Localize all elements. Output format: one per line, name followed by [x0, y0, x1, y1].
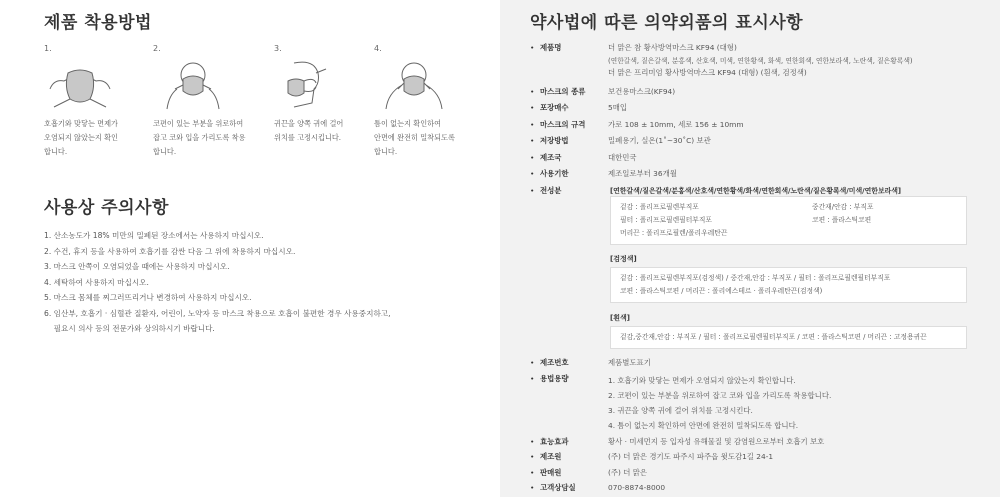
- info-value: 5매입: [608, 103, 627, 112]
- info-row: [530, 102, 970, 115]
- info-label: 제조국: [540, 152, 562, 162]
- product-colors: (연한갈색, 짙은갈색, 분홍색, 산호색, 미색, 연한황색, 화색, 연한회색, 연한보라색, 노란색, 짙은황록색): [608, 56, 913, 65]
- material-line: 코편 : 플라스틱코편 / 머리끈 : 폴리에스테르 · 폴리우레탄끈(검정색): [620, 287, 823, 295]
- product-name-2: 더 맑은 프리미엄 황사방역마스크 KF94 (대형) (흰색, 검정색): [608, 68, 807, 77]
- material-line: 겉감 : 폴리프로필렌부직포: [620, 203, 699, 211]
- info-row: [530, 168, 970, 181]
- info-value: 가로 108 ± 10mm, 세로 156 ± 10mm: [608, 119, 744, 129]
- info-value: (주) 더 맑은 경기도 파주시 파주읍 윗도감1길 24-1: [608, 452, 774, 461]
- bullet: •: [530, 467, 535, 477]
- info-row: [530, 357, 970, 370]
- material-line: 필터 : 폴리프로필렌필터부직포: [620, 216, 712, 224]
- info-value: (주) 더 맑은: [608, 467, 648, 477]
- caution-item: 6. 임산부, 호흡기 · 심혈관 질환자, 어린이, 노약자 등 마스크 착용으로 호흡이 불편한 경우 사용중지하고,: [44, 308, 391, 318]
- materials-colored: [610, 196, 967, 245]
- ear-loop-illustration: [274, 59, 334, 111]
- product-name-1: 더 맑은 참 황사방역마스크 KF94 (대형): [608, 43, 737, 52]
- mask-check-illustration: [44, 59, 116, 111]
- step-number: 4.: [374, 44, 382, 53]
- bullet: •: [530, 169, 535, 178]
- materials-white: [610, 313, 967, 349]
- info-value: 제품별도표기: [608, 358, 651, 367]
- info-value: 황사 · 미세먼지 등 입자성 유해물질 및 감염원으로부터 호흡기 보호: [608, 436, 825, 446]
- bullet: •: [530, 152, 535, 162]
- usage-step-4: [374, 44, 484, 159]
- material-line: 중간재/안감 : 부직포: [812, 203, 874, 211]
- info-row: [530, 119, 970, 132]
- info-row: [530, 451, 970, 464]
- material-line: 머리끈 : 폴리프로필렌/폴리우레탄끈: [620, 229, 728, 237]
- usage-step-1: [44, 44, 154, 159]
- info-row: [530, 467, 970, 480]
- info-row-dosage: [530, 373, 970, 433]
- cautions-list: [44, 228, 484, 337]
- bullet: •: [530, 185, 535, 195]
- bullet: •: [530, 43, 535, 52]
- dosage-line: 4. 틈이 없는지 확인하여 안면에 완전히 밀착되도록 합니다.: [608, 420, 799, 430]
- caution-item: 4. 세탁하여 사용하지 마십시오.: [44, 277, 149, 287]
- info-row: [530, 152, 970, 165]
- caution-item: 1. 산소농도가 18% 미만의 밀폐된 장소에서는 사용하지 마십시오.: [44, 231, 264, 240]
- bullet: •: [530, 452, 535, 461]
- info-value: 밀폐용기, 실온(1˚~30˚C) 보관: [608, 136, 711, 145]
- info-label: 전성분: [540, 185, 562, 195]
- seal-check-illustration: [374, 59, 454, 111]
- step-text: 틈이 없는지 확인하여 안면에 완전히 밀착되도록 합니다.: [374, 119, 455, 156]
- info-rows-bottom: [530, 357, 970, 495]
- bullet: •: [530, 436, 535, 446]
- step-number: 1.: [44, 44, 52, 53]
- step-text: 코편이 있는 부분을 위로하여 잡고 코와 입을 가리도록 착용 합니다.: [153, 119, 246, 156]
- info-label: 마스크의 종류: [540, 86, 586, 96]
- info-label: 효능효과: [540, 436, 569, 446]
- cautions-title: 사용상 주의사항: [44, 198, 169, 218]
- info-value: 보건용마스크(KF94): [608, 86, 676, 96]
- bullet: •: [530, 483, 535, 492]
- info-label: 제품명: [540, 43, 562, 52]
- info-label: 제조번호: [540, 358, 569, 367]
- info-label: 제조원: [540, 452, 562, 461]
- info-row: [530, 135, 970, 148]
- info-label: 용법용량: [540, 373, 569, 383]
- step-text: 호흡기와 맞닿는 면제가 오염되지 않았는지 확인 합니다.: [44, 119, 119, 156]
- step-number: 3.: [274, 44, 282, 53]
- material-line: 겉감 : 폴리프로필렌부직포(검정색) / 중간재,안감 : 부직포 / 필터 : 폴리프로필렌필터부직포: [620, 274, 891, 282]
- usage-step-3: [274, 44, 384, 145]
- dosage-line: 2. 코편이 있는 부분을 위로하여 잡고 코와 입을 가리도록 착용합니다.: [608, 390, 832, 400]
- info-label: 사용기한: [540, 169, 569, 178]
- bullet: •: [530, 358, 535, 367]
- info-value: 제조일로부터 36개월: [608, 169, 677, 178]
- info-value: 대한민국: [608, 152, 637, 162]
- caution-item: 2. 수건, 휴지 등을 사용하여 호흡기를 감싼 다음 그 위에 착용하지 마십시오.: [44, 246, 296, 256]
- info-value: 070-8874-8000: [608, 483, 666, 492]
- black-title: [검정색]: [610, 255, 637, 263]
- bullet: •: [530, 136, 535, 145]
- bullet: •: [530, 373, 535, 383]
- caution-item: 필요시 의사 등의 전문가와 상의하시기 바랍니다.: [44, 324, 215, 333]
- info-title: 약사법에 따른 의약외품의 표시사항: [530, 13, 804, 33]
- mask-fit-illustration: [153, 59, 233, 111]
- white-title: [흰색]: [610, 314, 630, 322]
- info-label: 포장매수: [540, 103, 569, 112]
- material-line: 겉감,중간재,안감 : 부직포 / 필터 : 폴리프로필렌필터부직포 / 코편 : 플라스틱코편 / 머리끈 : 고정용귀끈: [620, 333, 927, 341]
- info-rows-top: [530, 42, 970, 197]
- step-number: 2.: [153, 44, 161, 53]
- info-row: [530, 86, 970, 99]
- bullet: •: [530, 119, 535, 129]
- dosage-line: 3. 귀끈을 양쪽 귀에 걸어 위치를 고정시킨다.: [608, 405, 753, 415]
- dosage-line: 1. 호흡기와 맞닿는 면제가 오염되지 않았는지 확인합니다.: [608, 375, 796, 385]
- info-label: 고객상담실: [540, 483, 576, 492]
- info-row-product: [530, 42, 970, 80]
- info-label: 판매원: [540, 467, 562, 477]
- usage-step-2: [153, 44, 263, 159]
- materials-black: [610, 254, 967, 303]
- ingredients-colors: [연한갈색/짙은갈색/분홍색/산호색/연한황색/화색/연한회색/노란색/짙은황록색/미색/연한보라색]: [610, 186, 902, 195]
- info-row: [530, 482, 970, 495]
- info-label: 저장방법: [540, 136, 569, 145]
- step-text: 귀끈을 양쪽 귀에 걸어 위치를 고정시킵니다.: [274, 119, 344, 142]
- bullet: •: [530, 103, 535, 112]
- usage-title: 제품 착용방법: [44, 13, 152, 33]
- info-row: [530, 436, 970, 449]
- material-line: 코편 : 플라스틱코편: [812, 216, 872, 224]
- info-label: 마스크의 규격: [540, 119, 586, 129]
- bullet: •: [530, 86, 535, 96]
- caution-item: 5. 마스크 몸체를 찌그러뜨리거나 변경하여 사용하지 마십시오.: [44, 293, 252, 302]
- caution-item: 3. 마스크 안쪽이 오염되었을 때에는 사용하지 마십시오.: [44, 262, 230, 271]
